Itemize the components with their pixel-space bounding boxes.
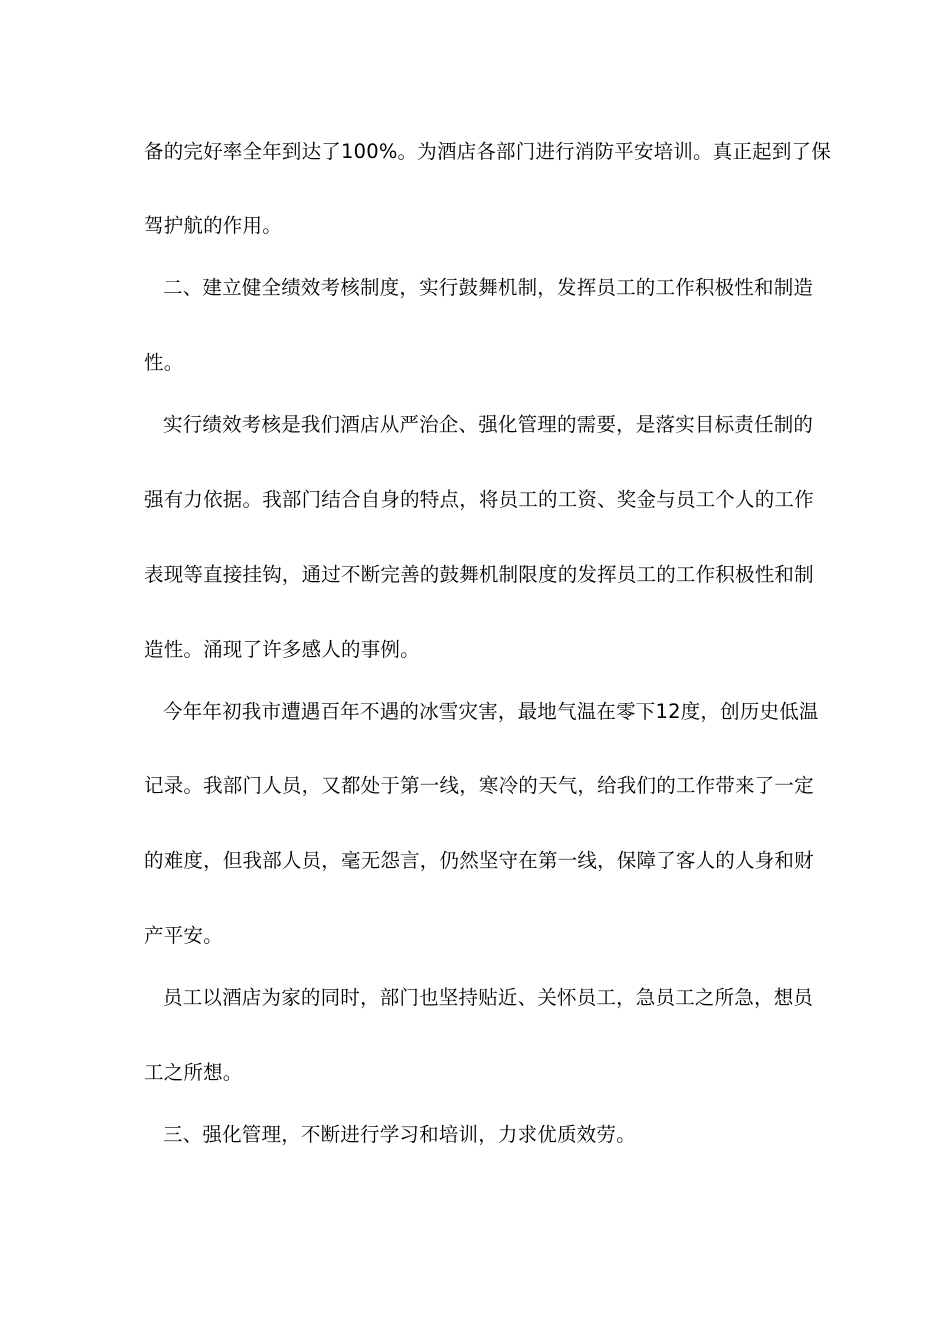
section-heading: 二、建立健全绩效考核制度，实行鼓舞机制，发挥员工的工作积极性和制造 — [163, 276, 814, 299]
text-line: 工之所想。 — [144, 1061, 243, 1084]
text-line: 强有力依据。我部门结合自身的特点，将员工的工资、奖金与员工个人的工作 — [144, 488, 814, 511]
text-line: 员工以酒店为家的同时，部门也坚持贴近、关怀员工，急员工之所急，想员 — [163, 986, 814, 1009]
text-line: 驾护航的作用。 — [144, 214, 282, 237]
text-line: 表现等直接挂钩，通过不断完善的鼓舞机制限度的发挥员工的工作积极性和制 — [144, 563, 814, 586]
text-line: 今年年初我市遭遇百年不遇的冰雪灾害，最地气温在零下12度，创历史低温 — [163, 700, 819, 723]
text-line: 备的完好率全年到达了100%。为酒店各部门进行消防平安培训。真正起到了保 — [144, 140, 831, 163]
text-line: 的难度，但我部人员，毫无怨言，仍然坚守在第一线，保障了客人的人身和财 — [144, 849, 814, 872]
section-heading: 三、强化管理，不断进行学习和培训，力求优质效劳。 — [163, 1123, 636, 1146]
text-line: 性。 — [144, 351, 184, 374]
text-line: 实行绩效考核是我们酒店从严治企、强化管理的需要，是落实目标责任制的 — [163, 413, 814, 436]
text-line: 记录。我部门人员，又都处于第一线，寒冷的天气，给我们的工作带来了一定 — [144, 774, 814, 797]
text-line: 产平安。 — [144, 924, 223, 947]
text-line: 造性。涌现了许多感人的事例。 — [144, 638, 420, 661]
